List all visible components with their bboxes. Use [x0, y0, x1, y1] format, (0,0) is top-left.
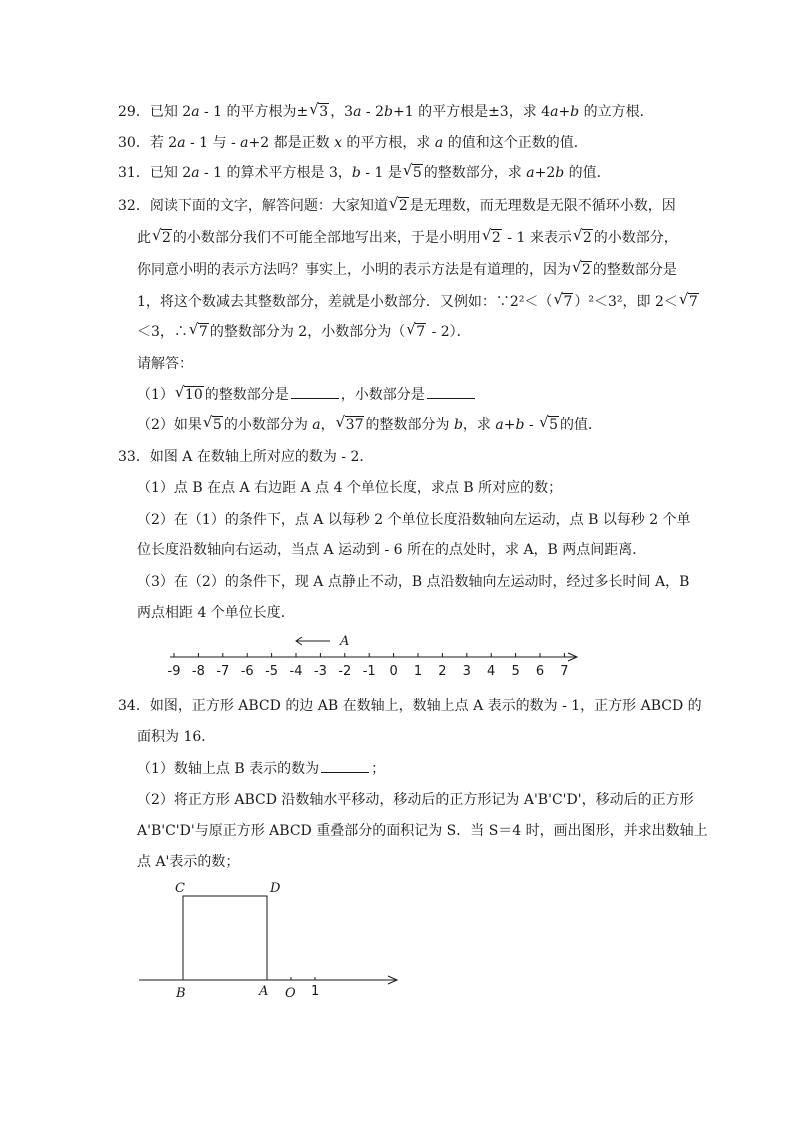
q32-line-4: 1，将这个数减去其整数部分，差就是小数部分．又例如：∵2²＜（√ 7 ）²＜3²，即 2＜√ 7 — [137, 292, 700, 312]
tick-label: 1 — [413, 664, 423, 679]
q34-line-1: 34．如图，正方形 ABCD 的边 AB 在数轴上，数轴上点 A 表示的数为 - 1，正方形 ABCD 的 — [118, 698, 702, 714]
square-abcd — [183, 896, 267, 980]
tick-label: -8 — [191, 664, 205, 679]
vertex-c-label: C — [175, 881, 185, 896]
question-31: 31．已知 2a - 1 的算术平方根是 3，b - 1 是√ 5 的整数部分，求 a+2b 的值． — [118, 163, 611, 183]
q32-sub-1: （1）√ 10 的整数部分是 ，小数部分是 — [137, 385, 477, 405]
tick-label: 7 — [560, 664, 569, 679]
sqrt-symbol: √ 3 — [309, 102, 329, 122]
q33-part-2a: （2）在（1）的条件下，点 A 以每秒 2 个单位长度沿数轴向左运动，点 B 以每秒 2 个单 — [137, 512, 691, 528]
q34-line-2: 面积为 16． — [137, 729, 216, 745]
answer-blank[interactable] — [321, 759, 369, 773]
tick-label: 6 — [535, 664, 545, 679]
q34-part-2b: A'B'C'D'与原正方形 ABCD 重叠部分的面积记为 S．当 S＝4 时，画出图形，并求出数轴上 — [137, 823, 708, 839]
square-figure — [0, 874, 794, 1014]
q32-line-3: 你同意小明的表示方法吗？事实上，小明的表示方法是有道理的，因为√ 2 的整数部分是 — [137, 260, 677, 280]
tick-label: -2 — [338, 664, 352, 679]
one-label: 1 — [311, 984, 320, 999]
tick-label: -9 — [167, 664, 181, 679]
tick-label: 3 — [462, 664, 471, 679]
number-line-figure — [0, 630, 794, 690]
origin-label: O — [285, 986, 296, 1001]
q34-part-2c: 点 A'表示的数； — [137, 854, 240, 870]
q33-part-3a: （3）在（2）的条件下，现 A 点静止不动，B 点沿数轴向左运动时，经过多长时间 A，B — [137, 574, 690, 590]
q32-line-5: ＜3，∴√ 7 的整数部分为 2，小数部分为（√ 7 - 2）． — [137, 322, 471, 342]
tick-label: 5 — [511, 664, 520, 679]
q33-intro: 33．如图 A 在数轴上所对应的数为 - 2． — [118, 449, 374, 465]
answer-blank[interactable] — [427, 385, 475, 399]
tick-label: 2 — [438, 664, 447, 679]
question-29: 29．已知 2a - 1 的平方根为±√ 3 ，3a - 2b+1 的平方根是±3，求 4a+b 的立方根． — [118, 102, 654, 122]
q32-line-1: 32．阅读下面的文字，解答问题：大家知道√ 2 是无理数，而无理数是无限不循环小数，因 — [118, 196, 676, 216]
tick-label: 4 — [487, 664, 496, 679]
tick-label: 0 — [389, 664, 398, 679]
q32-line-2: 此√ 2 的小数部分我们不可能全部地写出来，于是小明用√ 2 - 1 来表示√ 2 的小数部分， — [137, 228, 678, 248]
tick-label: -1 — [362, 664, 376, 679]
question-30: 30．若 2a - 1 与 - a+2 都是正数 x 的平方根，求 a 的值和这个正数的值． — [118, 135, 588, 151]
answer-blank[interactable] — [291, 385, 339, 399]
q33-part-2b: 位长度沿数轴向右运动，当点 A 运动到 - 6 所在的点处时，求 A，B 两点间距离． — [137, 542, 647, 558]
q33-part-3b: 两点相距 4 个单位长度． — [137, 605, 295, 621]
tick-label: -3 — [313, 664, 327, 679]
vertex-b-label: B — [176, 986, 186, 1001]
tick-label: -5 — [265, 664, 279, 679]
tick-label: -4 — [289, 664, 303, 679]
sqrt-symbol: √ 5 — [403, 163, 423, 183]
q34-part-1: （1）数轴上点 B 表示的数为 ； — [137, 761, 386, 777]
vertex-a-label: A — [259, 984, 269, 999]
tick-label: -7 — [216, 664, 230, 679]
vertex-d-label: D — [270, 881, 281, 896]
q33-part-1: （1）点 B 在点 A 右边距 A 点 4 个单位长度，求点 B 所对应的数； — [137, 480, 563, 496]
point-a-label: A — [340, 634, 350, 649]
q32-ask: 请解答： — [137, 356, 193, 372]
q32-sub-2: （2）如果√ 5 的小数部分为 a，√ 37 的整数部分为 b，求 a+b - √ 5 的值． — [137, 415, 602, 435]
q34-part-2a: （2）将正方形 ABCD 沿数轴水平移动，移动后的正方形记为 A'B'C'D'，移动后的正方形 — [137, 792, 694, 808]
tick-label: -6 — [240, 664, 254, 679]
